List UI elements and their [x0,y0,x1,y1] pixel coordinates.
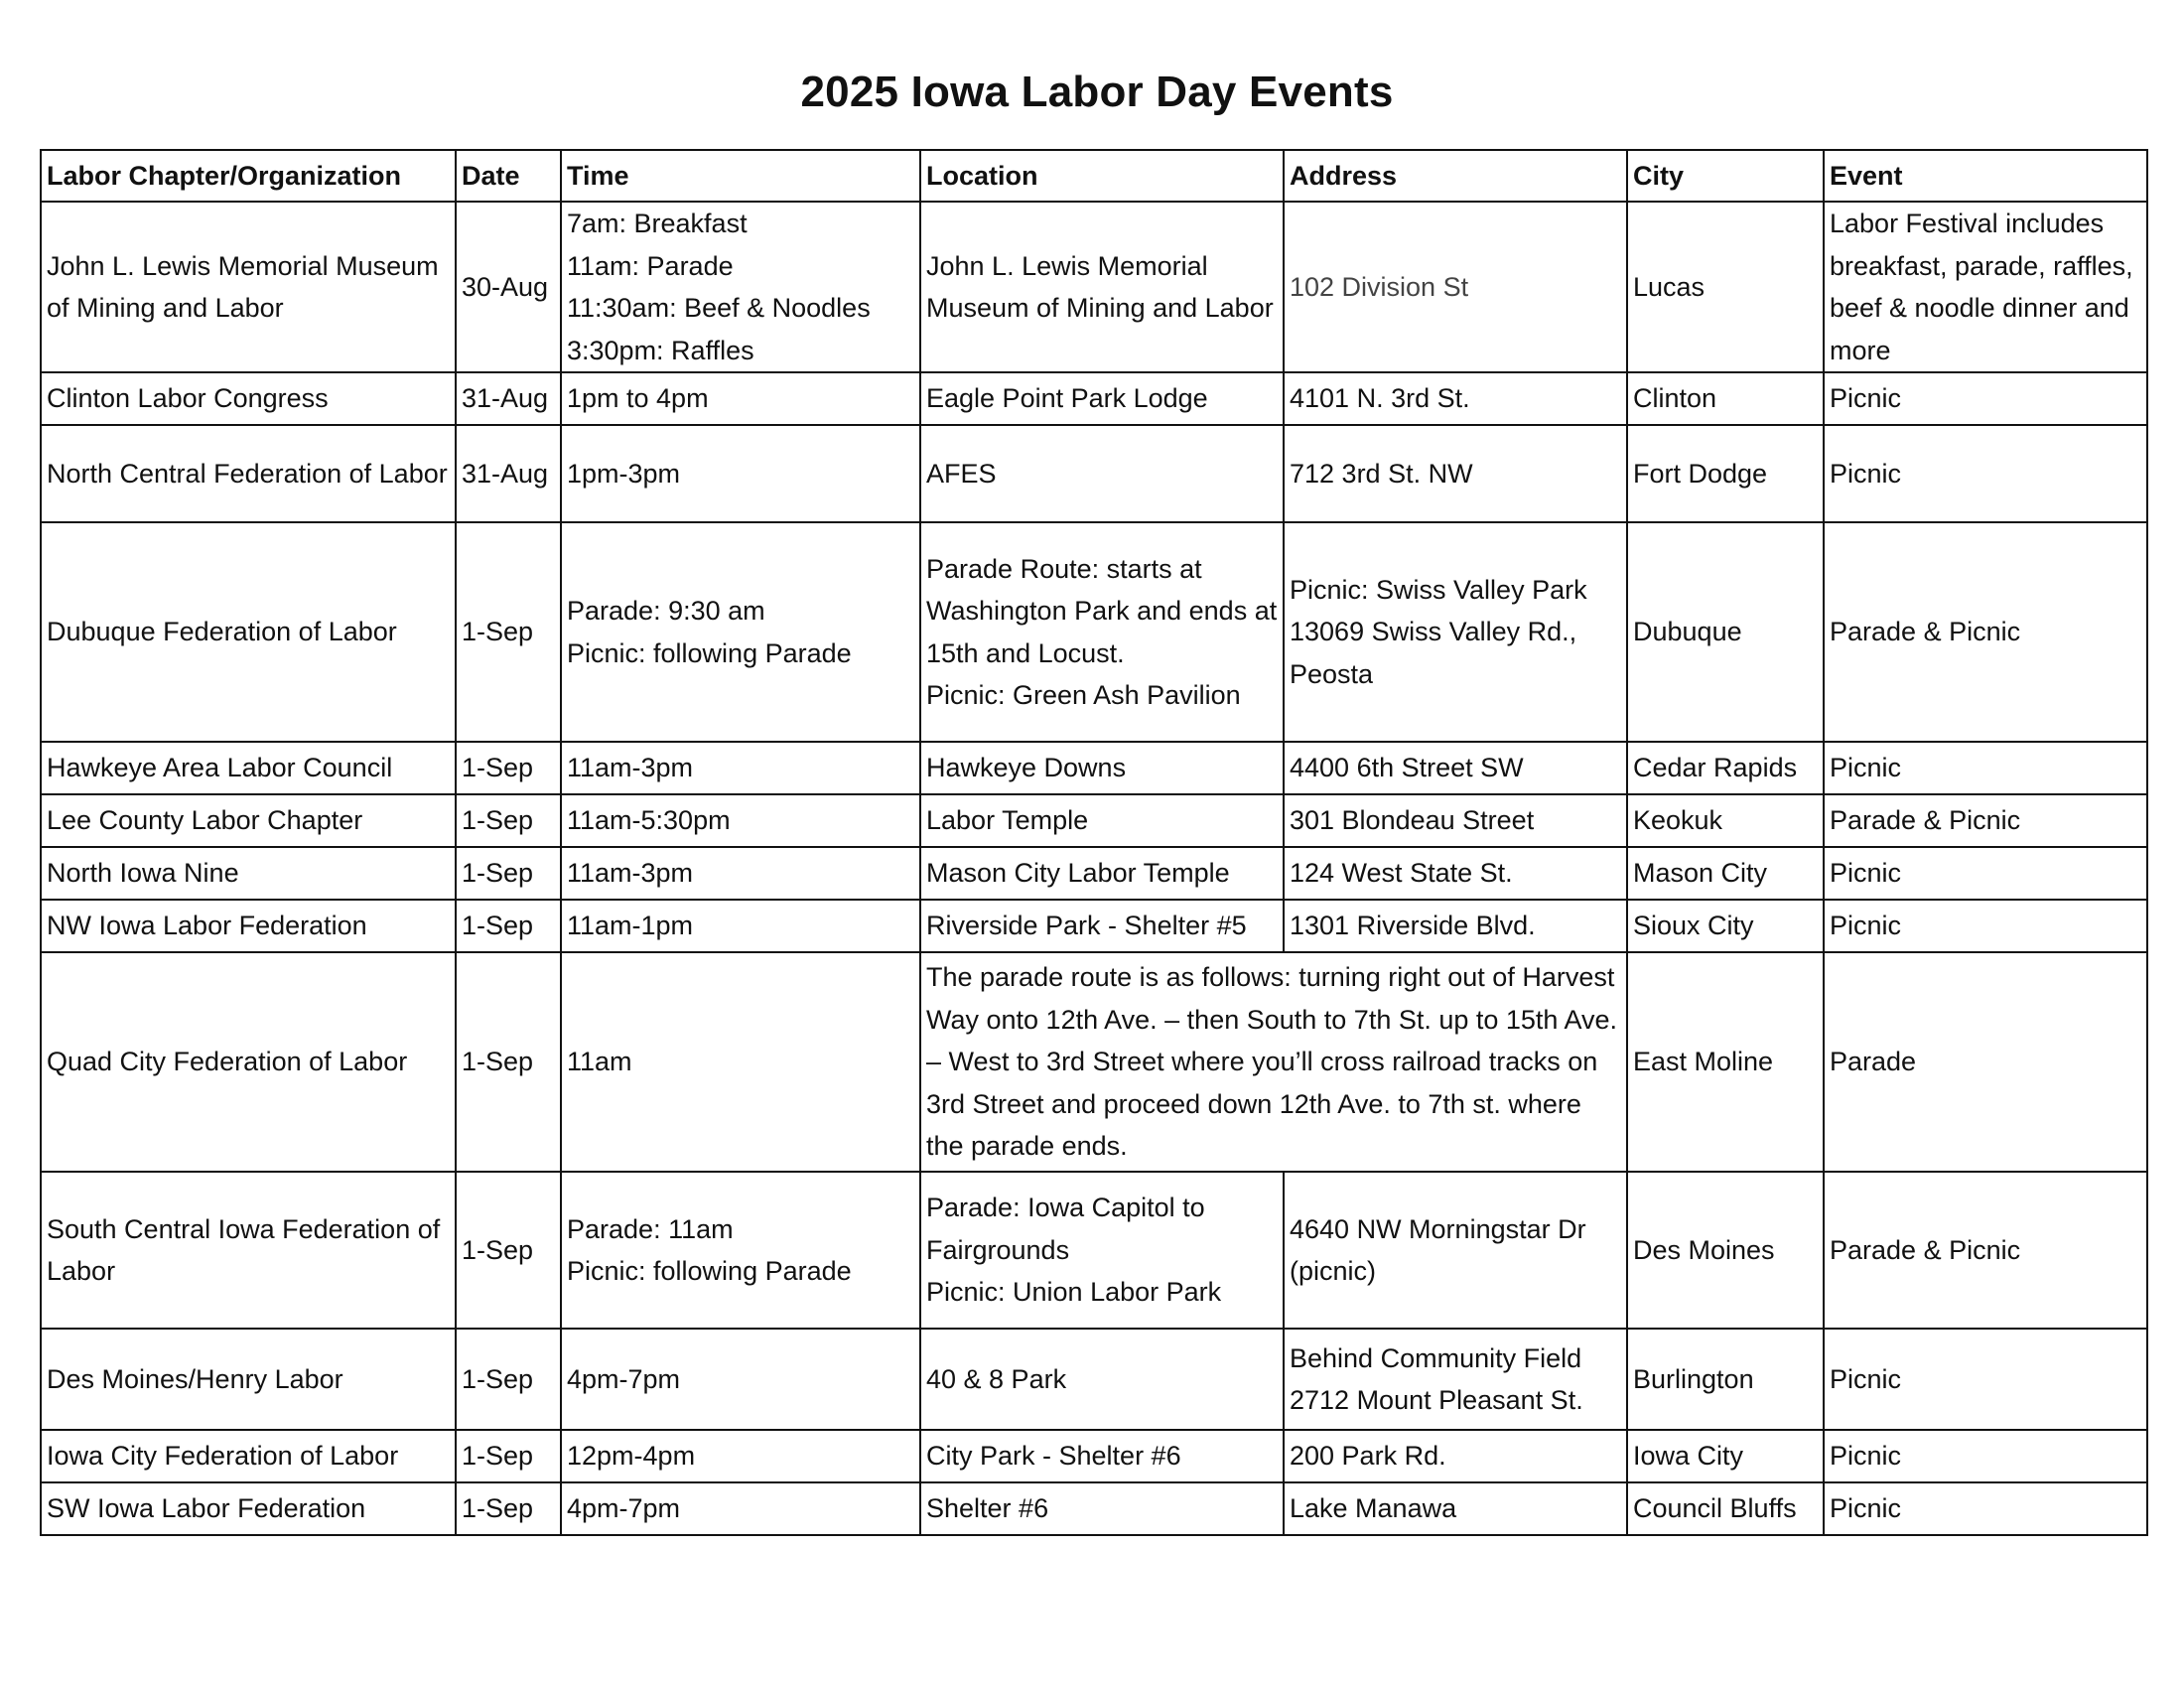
cell-organization: Dubuque Federation of Labor [41,522,456,742]
table-row [41,202,2147,372]
cell-organization: Iowa City Federation of Labor [41,1430,456,1482]
cell-address: Picnic: Swiss Valley Park 13069 Swiss Valley Rd., Peosta [1284,522,1627,742]
table-row [41,900,2147,952]
cell-city: East Moline [1627,952,1824,1172]
cell-time: Parade: 9:30 am Picnic: following Parade [561,522,920,742]
cell-address: 4400 6th Street SW [1284,742,1627,794]
table-row [41,952,2147,1172]
table-row [41,372,2147,425]
cell-date: 1-Sep [456,847,561,900]
cell-location: City Park - Shelter #6 [920,1430,1284,1482]
cell-date: 1-Sep [456,1430,561,1482]
cell-time: 4pm-7pm [561,1329,920,1430]
cell-city: Keokuk [1627,794,1824,847]
cell-time: Parade: 11am Picnic: following Parade [561,1172,920,1329]
events-table [40,149,2148,1536]
table-row [41,847,2147,900]
cell-event: Picnic [1824,1430,2147,1482]
cell-address: 1301 Riverside Blvd. [1284,900,1627,952]
cell-city: Iowa City [1627,1430,1824,1482]
cell-address: 4101 N. 3rd St. [1284,372,1627,425]
cell-organization: NW Iowa Labor Federation [41,900,456,952]
cell-city: Mason City [1627,847,1824,900]
cell-city: Dubuque [1627,522,1824,742]
table-row [41,794,2147,847]
cell-date: 1-Sep [456,1329,561,1430]
cell-location: Parade: Iowa Capitol to Fairgrounds Picnic: Union Labor Park [920,1172,1284,1329]
cell-event: Parade & Picnic [1824,794,2147,847]
cell-time: 11am-5:30pm [561,794,920,847]
cell-organization: North Iowa Nine [41,847,456,900]
cell-city: Burlington [1627,1329,1824,1430]
cell-organization: John L. Lewis Memorial Museum of Mining and Labor [41,202,456,372]
header-time: Time [561,150,920,202]
cell-time: 7am: Breakfast 11am: Parade 11:30am: Beef & Noodles 3:30pm: Raffles [561,202,920,372]
cell-location: Eagle Point Park Lodge [920,372,1284,425]
cell-time: 4pm-7pm [561,1482,920,1535]
table-row [41,742,2147,794]
cell-city: Fort Dodge [1627,425,1824,522]
table-row [41,1329,2147,1430]
cell-event: Parade & Picnic [1824,522,2147,742]
header-event: Event [1824,150,2147,202]
cell-address: 124 West State St. [1284,847,1627,900]
cell-event: Picnic [1824,1482,2147,1535]
header-organization: Labor Chapter/Organization [41,150,456,202]
cell-address: 102 Division St [1284,202,1627,372]
cell-location: Hawkeye Downs [920,742,1284,794]
cell-location: 40 & 8 Park [920,1329,1284,1430]
cell-date: 31-Aug [456,372,561,425]
cell-time: 11am [561,952,920,1172]
page-title: 2025 Iowa Labor Day Events [800,68,1394,116]
cell-time: 11am-3pm [561,742,920,794]
header-address: Address [1284,150,1627,202]
cell-city: Clinton [1627,372,1824,425]
cell-event: Labor Festival includes breakfast, parade, raffles, beef & noodle dinner and more [1824,202,2147,372]
table-header-row [41,150,2147,202]
cell-date: 1-Sep [456,522,561,742]
cell-time: 11am-1pm [561,900,920,952]
cell-event: Picnic [1824,847,2147,900]
cell-date: 1-Sep [456,900,561,952]
cell-time: 11am-3pm [561,847,920,900]
cell-event: Picnic [1824,1329,2147,1430]
cell-organization: SW Iowa Labor Federation [41,1482,456,1535]
cell-organization: Hawkeye Area Labor Council [41,742,456,794]
cell-event: Parade & Picnic [1824,1172,2147,1329]
cell-city: Sioux City [1627,900,1824,952]
cell-address: 301 Blondeau Street [1284,794,1627,847]
header-city: City [1627,150,1824,202]
cell-city: Council Bluffs [1627,1482,1824,1535]
cell-address: 712 3rd St. NW [1284,425,1627,522]
header-location: Location [920,150,1284,202]
cell-location: AFES [920,425,1284,522]
cell-date: 1-Sep [456,1482,561,1535]
cell-time: 12pm-4pm [561,1430,920,1482]
cell-location: The parade route is as follows: turning right out of Harvest Way onto 12th Ave. – then South to 7th St. up to 15th Ave. – West to 3rd Street where you’ll cross railroad tracks on 3rd Street and proceed down 12th Ave. to 7th st. where the parade ends. [920,952,1627,1172]
cell-organization: South Central Iowa Federation of Labor [41,1172,456,1329]
cell-event: Picnic [1824,900,2147,952]
cell-address: Lake Manawa [1284,1482,1627,1535]
cell-date: 31-Aug [456,425,561,522]
table-row [41,522,2147,742]
cell-organization: Clinton Labor Congress [41,372,456,425]
cell-organization: North Central Federation of Labor [41,425,456,522]
cell-city: Cedar Rapids [1627,742,1824,794]
cell-city: Lucas [1627,202,1824,372]
cell-location: Parade Route: starts at Washington Park and ends at 15th and Locust. Picnic: Green Ash Pavilion [920,522,1284,742]
cell-location: Shelter #6 [920,1482,1284,1535]
table-row [41,425,2147,522]
cell-time: 1pm to 4pm [561,372,920,425]
table-row [41,1172,2147,1329]
cell-date: 1-Sep [456,952,561,1172]
cell-location: Mason City Labor Temple [920,847,1284,900]
cell-address: Behind Community Field 2712 Mount Pleasant St. [1284,1329,1627,1430]
cell-address: 4640 NW Morningstar Dr (picnic) [1284,1172,1627,1329]
cell-event: Parade [1824,952,2147,1172]
cell-address: 200 Park Rd. [1284,1430,1627,1482]
cell-location: Labor Temple [920,794,1284,847]
table-row [41,1482,2147,1535]
cell-event: Picnic [1824,372,2147,425]
cell-event: Picnic [1824,742,2147,794]
header-date: Date [456,150,561,202]
cell-location: Riverside Park - Shelter #5 [920,900,1284,952]
cell-event: Picnic [1824,425,2147,522]
cell-organization: Des Moines/Henry Labor [41,1329,456,1430]
cell-date: 1-Sep [456,794,561,847]
cell-city: Des Moines [1627,1172,1824,1329]
cell-location: John L. Lewis Memorial Museum of Mining and Labor [920,202,1284,372]
cell-date: 30-Aug [456,202,561,372]
table-row [41,1430,2147,1482]
cell-date: 1-Sep [456,1172,561,1329]
cell-organization: Quad City Federation of Labor [41,952,456,1172]
cell-date: 1-Sep [456,742,561,794]
cell-time: 1pm-3pm [561,425,920,522]
cell-organization: Lee County Labor Chapter [41,794,456,847]
